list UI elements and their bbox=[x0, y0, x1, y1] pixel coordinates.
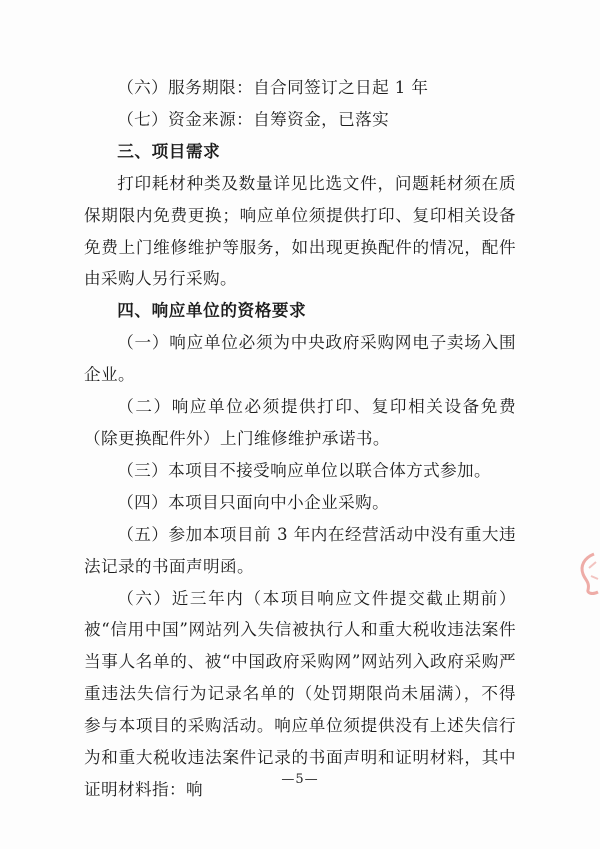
paragraph-qualification-6: （六）近三年内（本项目响应文件提交截止期前）被“信用中国”网站列入失信被执行人和重大税收违法案件当事人名单的、被“中国政府采购网”网站列入政府采购严重违法失信行为记录名单的（处罚期限尚未届满），不得参与本项目的采购活动。响应单位须提供没有上述失信行为和重大税收违法案件记录的书面声明和证明材料，其中证明材料指：响 bbox=[84, 588, 516, 799]
paragraph-service-period: （六）服务期限：自合同签订之日起 1 年 bbox=[117, 78, 429, 97]
seal-stamp-fragment bbox=[574, 552, 600, 596]
paragraph-qualification-3: （三）本项目不接受响应单位以联合体方式参加。 bbox=[117, 460, 492, 480]
paragraph-qualification-5: （五）参加本项目前 3 年内在经营活动中没有重大违法记录的书面声明函。 bbox=[84, 524, 516, 576]
paragraph-project-requirements: 打印耗材种类及数量详见比选文件，问题耗材须在质保期限内免费更换；响应单位须提供打印、复印相关设备免费上门维修维护等服务，如出现更换配件的情况，配件由采购人另行采购。 bbox=[84, 173, 516, 289]
paragraph-qualification-4: （四）本项目只面向中小企业采购。 bbox=[117, 492, 390, 512]
section-heading-project-requirements: 三、项目需求 bbox=[117, 141, 221, 161]
paragraph-qualification-2: （二）响应单位必须提供打印、复印相关设备免费（除更换配件外）上门维修维护承诺书。 bbox=[84, 397, 516, 448]
document-body bbox=[84, 72, 516, 806]
paragraph-qualification-1: （一）响应单位必须为中央政府采购网电子卖场入围企业。 bbox=[84, 333, 516, 385]
page-number: —5— bbox=[281, 772, 319, 787]
paragraph-funding-source: （七）资金来源：自筹资金，已落实 bbox=[117, 109, 390, 129]
section-heading-qualification: 四、响应单位的资格要求 bbox=[117, 301, 307, 321]
